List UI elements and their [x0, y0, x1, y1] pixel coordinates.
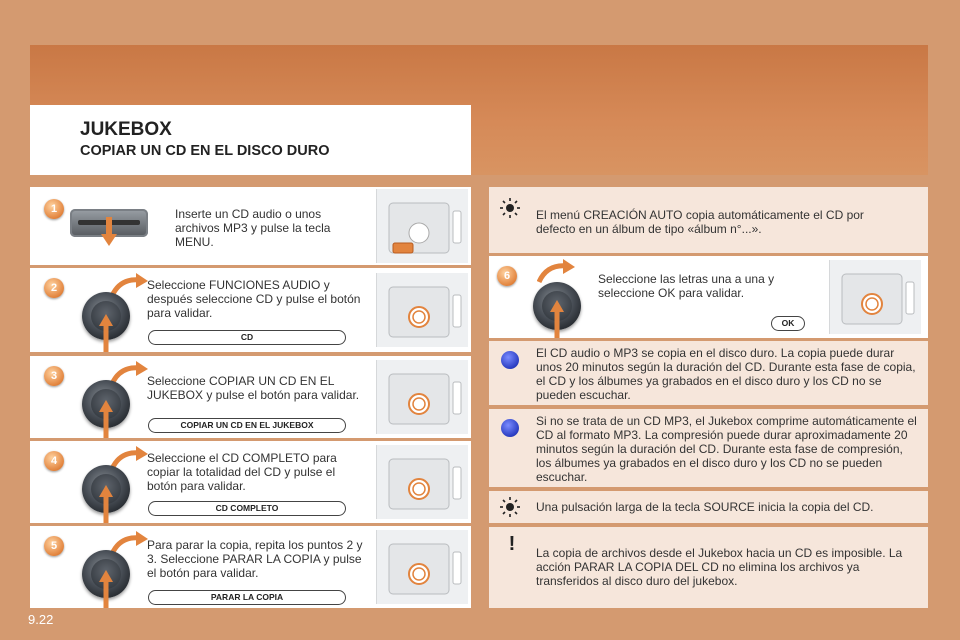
copy-disk-note: El CD audio o MP3 se copia en el disco duro. La copia puede durar unos 20 minutos según la duración del CD. Durante esta fase de copia, el CD y los álbumes ya grabados en el disco duro y los CD no se pueden escuchar. [536, 346, 916, 402]
step-4-panel [30, 441, 471, 523]
press-arrow-icon [98, 483, 114, 523]
step-3-text: Seleccione COPIAR UN CD EN EL JUKEBOX y pulse el botón para validar. [147, 374, 360, 402]
radio-panel-icon [376, 445, 468, 519]
step-1-panel [30, 187, 471, 265]
source-key-note: Una pulsación larga de la tecla SOURCE inicia la copia del CD. [536, 500, 874, 514]
compression-note: Si no se trata de un CD MP3, el Jukebox comprime automáticamente el CD al formato MP3. La compresión puede durar aproximadamente 20 minutos según la duración del CD. Durante esta fase de compresión, los álbumes ya grabados en el disco duro y los CD no se pueden escuchar. [536, 414, 917, 484]
warning-panel [489, 527, 928, 608]
tip-source-panel [489, 491, 928, 523]
step-2-text: Seleccione FUNCIONES AUDIO y después seleccione CD y pulse el botón para validar. [147, 278, 361, 320]
press-arrow-icon [98, 398, 114, 438]
press-arrow-icon [549, 298, 565, 338]
step-number-badge: 6 [497, 266, 517, 286]
page-subtitle: COPIAR UN CD EN EL DISCO DURO [80, 143, 330, 159]
page-number: 9.22 [28, 612, 54, 627]
menu-item-pill: CD COMPLETO [148, 501, 346, 516]
press-arrow-icon [98, 312, 114, 352]
title-card [30, 105, 471, 175]
curved-arrow-icon [537, 258, 577, 284]
step-6-text: Seleccione las letras una a una y seleccione OK para validar. [598, 272, 775, 300]
insert-arrow-icon [99, 217, 119, 247]
step-number-badge: 5 [44, 536, 64, 556]
step-number-badge: 2 [44, 278, 64, 298]
page-title: JUKEBOX [80, 119, 172, 140]
radio-panel-icon [376, 530, 468, 604]
step-2-panel [30, 268, 471, 352]
sun-tip-icon [499, 496, 521, 518]
step-3-panel [30, 356, 471, 438]
step-1-text: Inserte un CD audio o unos archivos MP3 y pulse la tecla MENU. [175, 207, 331, 249]
press-arrow-icon [98, 568, 114, 608]
radio-panel-icon [376, 360, 468, 434]
step-5-text: Para parar la copia, repita los puntos 2 y 3. Seleccione PARAR LA COPIA y pulse el botón para validar. [147, 538, 363, 580]
step-number-badge: 3 [44, 366, 64, 386]
step-number-badge: 4 [44, 451, 64, 471]
info-compression-panel [489, 409, 928, 487]
warning-note: La copia de archivos desde el Jukebox hacia un CD es imposible. La acción PARAR LA COPIA DEL CD no elimina los archivos ya transferidos al disco duro del jukebox. [536, 546, 903, 588]
radio-panel-icon [376, 189, 468, 263]
info-dot-icon [501, 419, 519, 437]
sun-tip-icon [499, 197, 521, 219]
auto-creation-note: El menú CREACIÓN AUTO copia automáticamente el CD por defecto en un álbum de tipo «álbum n°...». [536, 208, 864, 236]
radio-panel-icon [829, 260, 921, 334]
info-copy-panel [489, 341, 928, 405]
menu-item-pill: CD [148, 330, 346, 345]
step-4-text: Seleccione el CD COMPLETO para copiar la totalidad del CD y pulse el botón para validar. [147, 451, 337, 493]
ok-pill: OK [771, 316, 805, 331]
menu-item-pill: PARAR LA COPIA [148, 590, 346, 605]
info-dot-icon [501, 351, 519, 369]
step-number-badge: 1 [44, 199, 64, 219]
tip-auto-creation-panel [489, 187, 928, 253]
step-6-panel [489, 256, 928, 338]
step-5-panel [30, 526, 471, 608]
menu-item-pill: COPIAR UN CD EN EL JUKEBOX [148, 418, 346, 433]
warning-exclamation-icon: ! [508, 533, 516, 555]
radio-panel-icon [376, 273, 468, 347]
